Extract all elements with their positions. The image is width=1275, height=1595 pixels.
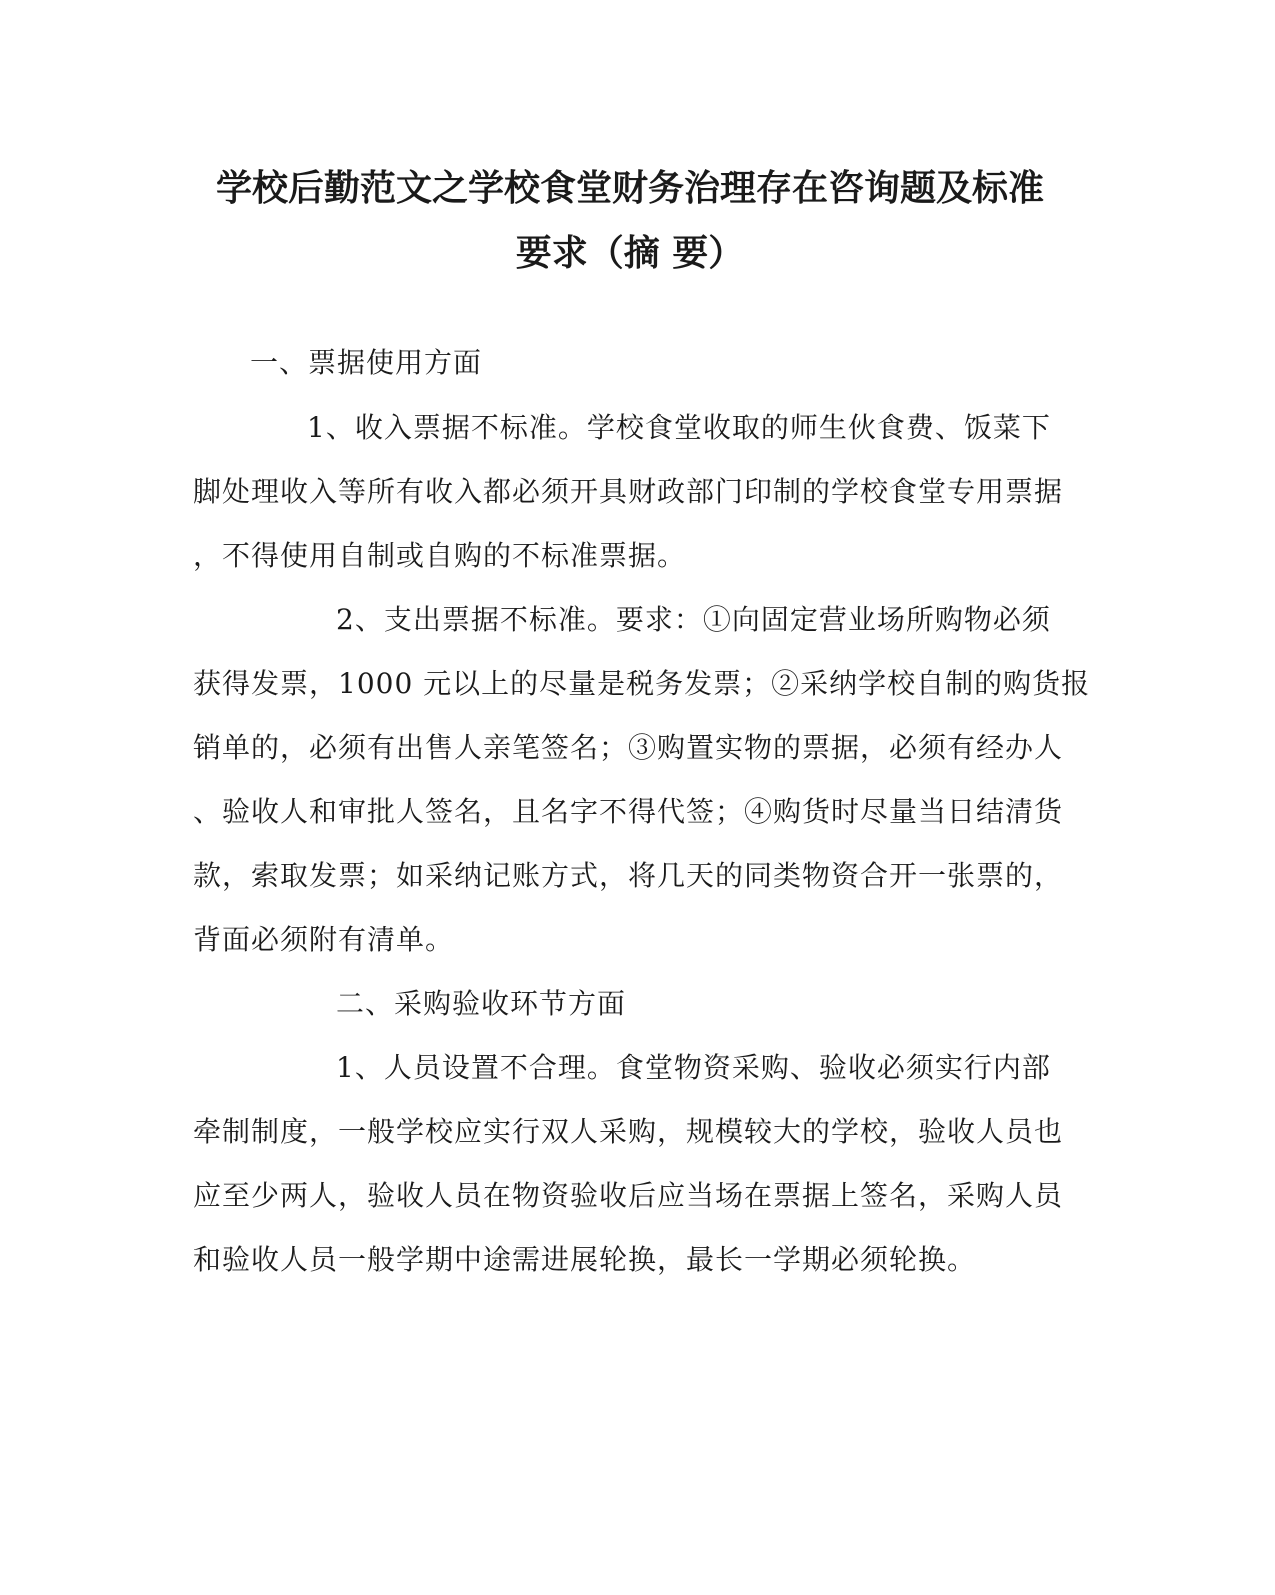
paragraph-line: 和验收人员一般学期中途需进展轮换，最长一学期必须轮换。 xyxy=(193,1243,977,1276)
paragraph-line: 1、人员设置不合理。食堂物资采购、验收必须实行内部 xyxy=(336,1051,1051,1084)
paragraph-line: 应至少两人，验收人员在物资验收后应当场在票据上签名，采购人员 xyxy=(193,1179,1064,1212)
paragraph-line: 牵制制度，一般学校应实行双人采购，规模较大的学校，验收人员也 xyxy=(193,1115,1064,1148)
paragraph-line: 获得发票，1000 元以上的尽量是税务发票；②采纳学校自制的购货报 xyxy=(193,667,1091,700)
paragraph-line: 1、收入票据不标准。学校食堂收取的师生伙食费、饭菜下 xyxy=(307,411,1051,444)
document-title-line-2: 要求（摘 要） xyxy=(515,232,745,274)
paragraph-line: 脚处理收入等所有收入都必须开具财政部门印制的学校食堂专用票据 xyxy=(193,475,1064,508)
paragraph-line: 销单的，必须有出售人亲笔签名；③购置实物的票据，必须有经办人 xyxy=(193,731,1064,764)
paragraph-line: 、验收人和审批人签名，且名字不得代签；④购货时尽量当日结清货 xyxy=(193,795,1064,828)
paragraph-line: 2、支出票据不标准。要求：①向固定营业场所购物必须 xyxy=(336,603,1051,636)
section-heading-1: 一、票据使用方面 xyxy=(250,346,483,379)
paragraph-line: 背面必须附有清单。 xyxy=(193,923,455,956)
document-title-line-1: 学校后勤范文之学校食堂财务治理存在咨询题及标准 xyxy=(215,167,1044,209)
section-heading-2: 二、采购验收环节方面 xyxy=(336,987,627,1020)
paragraph-line: ，不得使用自制或自购的不标准票据。 xyxy=(193,539,687,572)
paragraph-line: 款，索取发票；如采纳记账方式，将几天的同类物资合开一张票的， xyxy=(193,859,1064,892)
